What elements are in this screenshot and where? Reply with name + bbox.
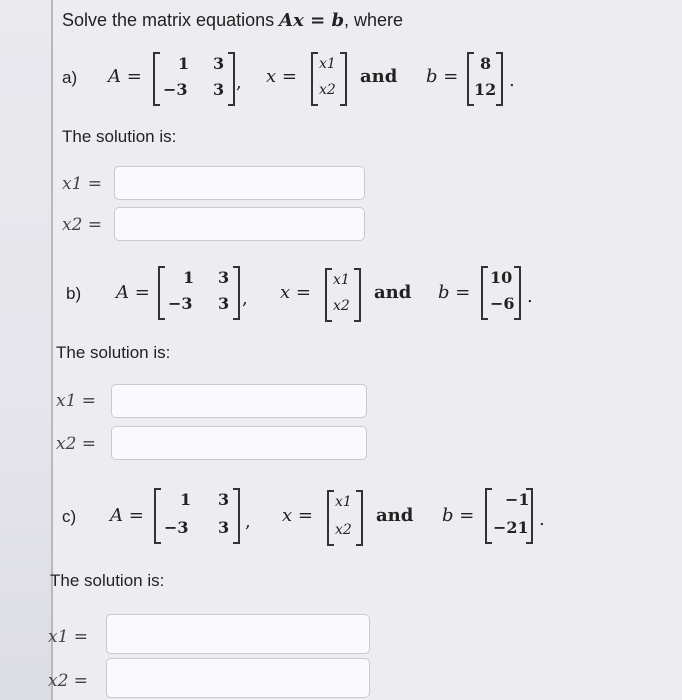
part-c-label: c) [62,507,77,526]
matrix-cell: −1 [505,490,530,509]
part-a-x1-input[interactable] [114,166,365,200]
matrix-cell: 10 [490,268,513,287]
part-c-solution-text: The solution is: [50,571,165,590]
part-c-b-label: b = [442,505,475,526]
matrix-cell: −3 [168,294,193,313]
part-a-vector-x [311,52,347,106]
part-b-vector-x [325,268,361,322]
comma: , [236,72,242,93]
part-a-x-label: x = [266,66,297,87]
matrix-cell: x2 [319,82,336,98]
part-b-matrix-A [158,266,240,320]
comma: , [242,288,248,309]
matrix-cell: x1 [319,56,336,72]
part-a-x2-input[interactable] [114,207,365,241]
part-c-x1-input[interactable] [106,614,370,654]
matrix-cell: 3 [213,80,225,99]
matrix-cell: 3 [218,490,230,509]
part-b-x1-input[interactable] [111,384,367,418]
matrix-cell: 8 [480,54,492,73]
matrix-cell: 1 [180,490,192,509]
matrix-cell: x1 [335,494,352,510]
matrix-cell: −3 [164,518,189,537]
and-text: and [376,505,414,526]
part-a-label: a) [62,68,78,87]
matrix-cell: −3 [163,80,188,99]
matrix-cell: 12 [474,80,497,99]
part-c-vector-x [327,490,363,546]
part-a-x2-label: x2 = [62,215,103,235]
part-b-x1-label: x1 = [56,391,97,411]
part-c-x2-label: x2 = [48,671,89,691]
part-b-A-label: A = [116,282,150,303]
part-c-x2-input[interactable] [106,658,370,698]
matrix-cell: −21 [493,518,529,537]
period: . [539,509,545,530]
part-b-b-label: b = [438,282,471,303]
matrix-cell: 3 [218,518,230,537]
part-b-x-label: x = [280,282,311,303]
and-text: and [360,66,398,87]
period: . [509,70,515,91]
part-a-matrix-A [153,52,235,106]
matrix-cell: 1 [178,54,190,73]
and-text: and [374,282,412,303]
part-b-x2-label: x2 = [56,434,97,454]
problem-title: Solve the matrix equations Ax = b, where [62,10,404,31]
period: . [527,286,533,307]
part-c-A-label: A = [110,505,144,526]
part-b-label: b) [66,284,82,303]
comma: , [245,511,251,532]
matrix-cell: x2 [333,298,350,314]
matrix-cell: 1 [183,268,195,287]
part-b-x2-input[interactable] [111,426,367,460]
part-b-vector-b [481,266,521,320]
matrix-cell: 3 [213,54,225,73]
part-c-x-label: x = [282,505,313,526]
part-a-x1-label: x1 = [62,174,103,194]
part-a-solution-text: The solution is: [62,127,177,146]
part-a-A-label: A = [108,66,142,87]
part-a-b-label: b = [426,66,459,87]
matrix-cell: x2 [335,522,352,538]
matrix-cell: −6 [490,294,515,313]
panel-border [51,0,53,700]
part-b-solution-text: The solution is: [56,343,171,362]
part-a-vector-b [467,52,503,106]
matrix-cell: 3 [218,268,230,287]
matrix-cell: 3 [218,294,230,313]
matrix-cell: x1 [333,272,350,288]
part-c-matrix-A [154,488,240,544]
part-c-vector-b [485,488,533,544]
part-c-x1-label: x1 = [48,627,89,647]
